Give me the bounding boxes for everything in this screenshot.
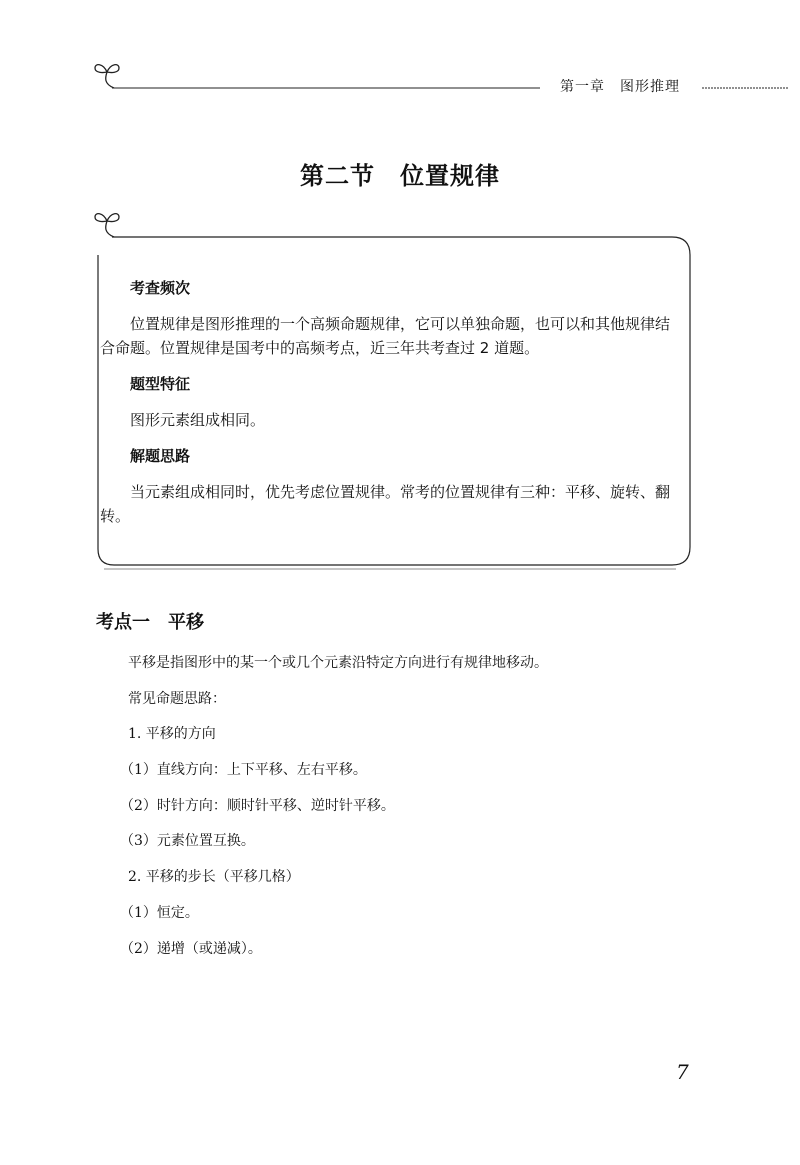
section-title: 第二节 位置规律: [300, 162, 500, 190]
kaodian-title: 考点一 平移: [96, 612, 204, 633]
feature-label: 题型特征: [130, 375, 191, 393]
kaodian-line: （3）元素位置互换。: [120, 833, 255, 850]
chapter-label: 第一章 图形推理: [552, 76, 688, 96]
kaodian-line: 常见命题思路：: [128, 690, 226, 707]
kaodian-line: （2）时针方向：顺时针平移、逆时针平移。: [120, 797, 395, 814]
kaodian-line: 2. 平移的步长（平移几格）: [128, 869, 300, 886]
approach-text: 当元素组成相同时，优先考虑位置规律。常考的位置规律有三种：平移、旋转、翻转。: [100, 483, 671, 525]
freq-label: 考查频次: [130, 279, 191, 297]
kaodian-line: （1）恒定。: [120, 904, 199, 921]
kaodian-line: 平移是指图形中的某一个或几个元素沿特定方向进行有规律地移动。: [128, 655, 548, 671]
kaodian-line: 1. 平移的方向: [128, 726, 216, 743]
page-header: [0, 0, 800, 100]
feature-text: 图形元素组成相同。: [130, 411, 266, 429]
kaodian-body: [120, 652, 688, 973]
approach-label: 解题思路: [130, 447, 191, 465]
summary-content: [100, 276, 671, 528]
kaodian-line: （1）直线方向：上下平移、左右平移。: [120, 762, 367, 779]
kaodian-line: （2）递增（或递减）。: [120, 940, 262, 957]
sprout-icon: [95, 214, 119, 237]
page-number: 7: [676, 1060, 689, 1084]
freq-text: 位置规律是图形推理的一个高频命题规律，它可以单独命题，也可以和其他规律结合命题。位置规律是国考中的高频考点，近三年共考查过 2 道题。: [100, 315, 671, 357]
